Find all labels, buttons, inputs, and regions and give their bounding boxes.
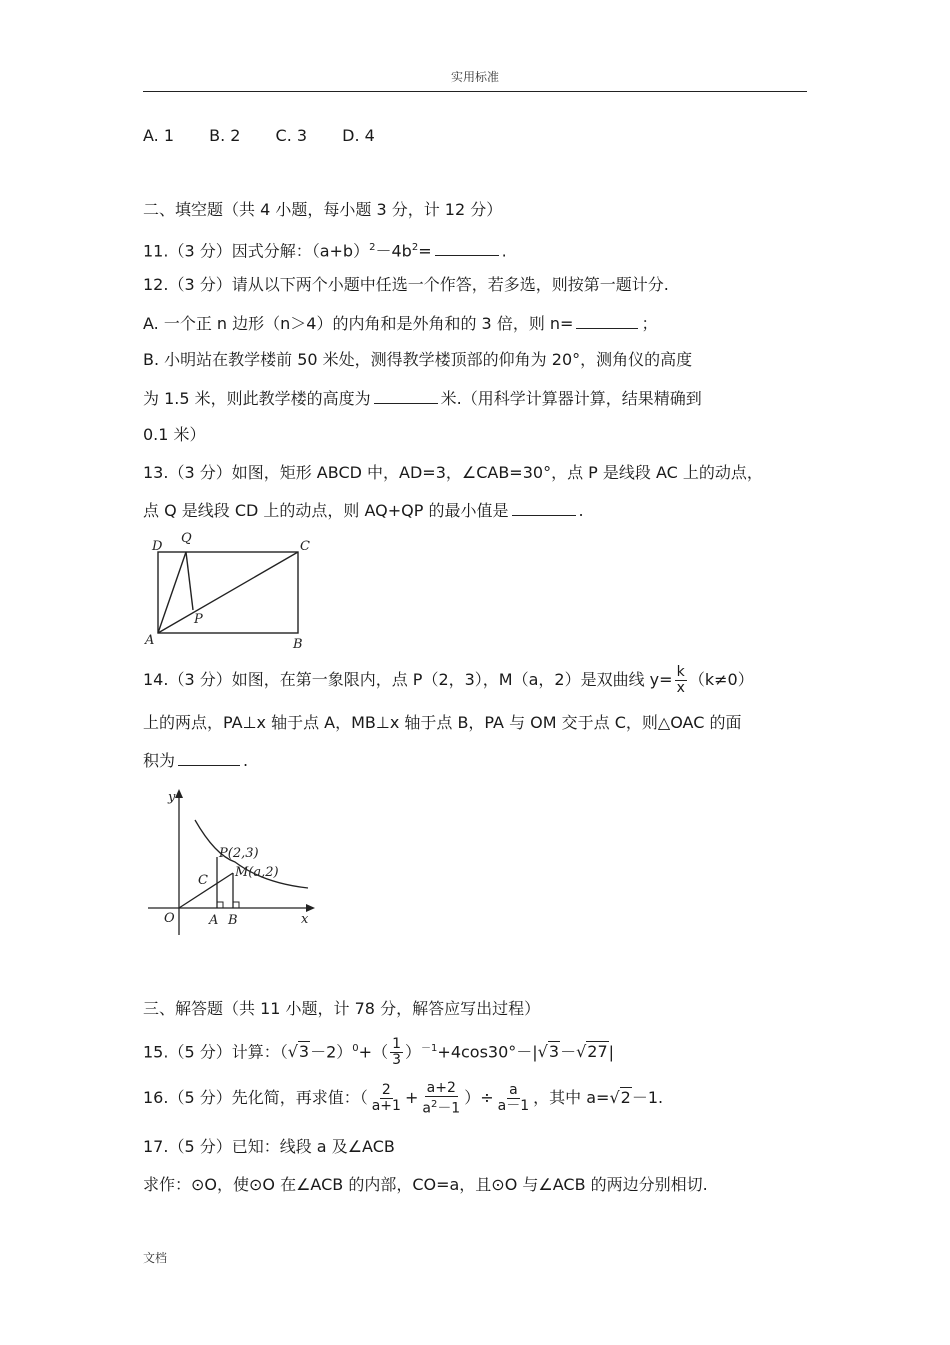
q16-f2-den bbox=[420, 1097, 462, 1117]
q13-answer-blank[interactable] bbox=[512, 499, 576, 516]
q15-rad-2: 3 bbox=[548, 1042, 560, 1062]
label-b: B bbox=[293, 637, 303, 652]
label-c: C bbox=[300, 539, 310, 554]
q12b-pre: 为 1.5 米，则此教学楼的高度为 bbox=[143, 389, 371, 408]
q11-mid: －4b bbox=[375, 241, 412, 261]
q14-post: （k≠0） bbox=[688, 670, 754, 689]
diagonal-ac bbox=[158, 552, 298, 633]
q15-exp0: 0 bbox=[352, 1043, 359, 1054]
hyperbola-figure bbox=[143, 785, 323, 940]
q11-prefix: 11.（3 分）因式分解：（a+b） bbox=[143, 241, 370, 261]
option-b: B. 2 bbox=[209, 126, 241, 145]
question-12b-line1: B. 小明站在教学楼前 50 米处，测得教学楼顶部的仰角为 20°，测角仪的高度 bbox=[143, 350, 693, 369]
q16-fraction-2 bbox=[420, 1081, 462, 1117]
label-p: P bbox=[194, 612, 203, 627]
question-13-line2 bbox=[143, 499, 584, 522]
question-12b-line3: 0.1 米） bbox=[143, 425, 206, 444]
q11-exponent: 2 bbox=[369, 242, 376, 253]
q12a-text: A. 一个正 n 边形（n＞4）的内角和是外角和的 3 倍，则 n= bbox=[143, 314, 574, 333]
q15-rad-3: 27 bbox=[587, 1042, 608, 1062]
q16-fraction-1 bbox=[370, 1083, 403, 1114]
label-m: M(a,2) bbox=[235, 865, 279, 880]
q15-pre: 15.（5 分）计算：（ bbox=[143, 1042, 288, 1062]
question-13-line1: 13.（3 分）如图，矩形 ABCD 中，AD=3，∠CAB=30°，点 P 是线段 AC 上的动点， bbox=[143, 463, 763, 482]
q15-end: | bbox=[608, 1042, 615, 1062]
q16-f2-num: a+2 bbox=[426, 1079, 456, 1096]
question-17-line1: 17.（5 分）已知：线段 a 及∠ACB bbox=[143, 1137, 395, 1156]
option-a: A. 1 bbox=[143, 126, 175, 145]
segment-qp bbox=[186, 552, 193, 610]
q13-end: . bbox=[578, 501, 584, 520]
q15-sqrt-2: √3 bbox=[537, 1042, 560, 1062]
q14-line3-pre: 积为 bbox=[143, 751, 176, 770]
answer-options bbox=[143, 125, 405, 147]
q16-end: －1. bbox=[631, 1088, 664, 1107]
label-y: y bbox=[168, 790, 176, 805]
question-17-line2: 求作：⊙O，使⊙O 在∠ACB 的内部，CO=a，且⊙O 与∠ACB 的两边分别相切. bbox=[143, 1175, 708, 1194]
question-12a bbox=[143, 312, 657, 335]
segment-aq bbox=[158, 552, 186, 633]
q15-minus: － bbox=[560, 1042, 577, 1062]
page-header: 实用标准 bbox=[450, 70, 499, 84]
q15-fraction bbox=[390, 1037, 403, 1068]
right-angle-b bbox=[233, 902, 239, 908]
rectangle-figure bbox=[143, 530, 323, 655]
label-c: C bbox=[198, 873, 208, 888]
q16-f2-den-tail: －1 bbox=[437, 1100, 461, 1117]
q16-post: ，其中 a= bbox=[533, 1088, 610, 1107]
label-x: x bbox=[301, 912, 309, 927]
q16-f3-den: a－1 bbox=[497, 1098, 530, 1114]
x-axis-arrow bbox=[306, 904, 315, 912]
q14-pre: 14.（3 分）如图，在第一象限内，点 P（2，3），M（a，2）是双曲线 y= bbox=[143, 670, 673, 689]
label-a: A bbox=[145, 633, 155, 648]
q15-plus: +（ bbox=[358, 1042, 389, 1062]
q16-rad: 2 bbox=[620, 1088, 631, 1107]
q12b-answer-blank[interactable] bbox=[374, 387, 438, 404]
q12a-end: ； bbox=[641, 314, 658, 333]
q11-exponent-2: 2 bbox=[411, 242, 419, 253]
question-12: 12.（3 分）请从以下两个小题中任选一个作答，若多选，则按第一题计分. bbox=[143, 275, 669, 294]
option-c: C. 3 bbox=[275, 126, 308, 145]
question-14-line3 bbox=[143, 749, 248, 772]
y-axis-arrow bbox=[175, 789, 183, 798]
section-2-title: 二、填空题（共 4 小题，每小题 3 分，计 12 分） bbox=[143, 200, 503, 219]
label-b: B bbox=[228, 913, 238, 928]
q16-mid: ）÷ bbox=[464, 1088, 494, 1107]
label-d: D bbox=[152, 539, 163, 554]
question-16 bbox=[143, 1080, 663, 1116]
q14-fraction bbox=[675, 665, 687, 696]
q16-pre: 16.（5 分）先化简，再求值：（ bbox=[143, 1088, 368, 1107]
q15-frac-num: 1 bbox=[392, 1036, 402, 1053]
q11-end: . bbox=[501, 241, 507, 261]
q15-sqrt-3: √27 bbox=[576, 1042, 608, 1062]
header-divider bbox=[143, 91, 807, 92]
q16-f3-num: a bbox=[509, 1082, 518, 1098]
q16-f2-den-exp: 2 bbox=[430, 1098, 438, 1110]
q16-f1-num: 2 bbox=[381, 1082, 391, 1098]
q12b-post: 米.（用科学计算器计算，结果精确到 bbox=[440, 389, 702, 408]
q16-sqrt: √2 bbox=[609, 1088, 631, 1107]
q16-fraction-3 bbox=[496, 1083, 532, 1114]
q15-close: ） bbox=[405, 1042, 422, 1062]
section-3-title: 三、解答题（共 11 小题，计 78 分，解答应写出过程） bbox=[143, 999, 541, 1018]
page-footer: 文档 bbox=[143, 1251, 168, 1265]
q11-answer-blank[interactable] bbox=[435, 239, 499, 256]
label-a: A bbox=[209, 913, 219, 928]
q16-f2-den-base: a bbox=[422, 1100, 431, 1117]
right-angle-a bbox=[217, 902, 223, 908]
label-p: P(2,3) bbox=[219, 846, 259, 861]
q14-end: . bbox=[243, 751, 249, 770]
q14-answer-blank[interactable] bbox=[178, 749, 240, 766]
q12a-answer-blank[interactable] bbox=[576, 312, 638, 329]
question-14-line2: 上的两点，PA⊥x 轴于点 A，MB⊥x 轴于点 B，PA 与 OM 交于点 C，则△OAC 的面 bbox=[143, 713, 742, 732]
q15-mid1: －2） bbox=[310, 1042, 353, 1062]
q14-frac-den: x bbox=[676, 680, 685, 696]
q16-plus: + bbox=[404, 1088, 419, 1107]
option-d: D. 4 bbox=[342, 126, 375, 145]
q13-pre: 点 Q 是线段 CD 上的动点，则 AQ+QP 的最小值是 bbox=[143, 501, 509, 520]
question-14-line1 bbox=[143, 665, 754, 696]
q15-exp-neg: －1 bbox=[421, 1043, 438, 1054]
label-q: Q bbox=[181, 531, 192, 546]
q14-frac-num: k bbox=[676, 664, 685, 680]
q15-rad-1: 3 bbox=[298, 1042, 310, 1062]
q11-equals: = bbox=[418, 241, 432, 261]
q15-mid2: +4cos30°－| bbox=[437, 1042, 538, 1062]
question-15 bbox=[143, 1034, 614, 1068]
q15-sqrt-1: √3 bbox=[287, 1042, 310, 1062]
question-11 bbox=[143, 237, 507, 262]
q15-frac-den: 3 bbox=[392, 1052, 402, 1069]
question-12b-line2 bbox=[143, 387, 702, 410]
q16-f1-den: a+1 bbox=[371, 1098, 401, 1114]
label-o: O bbox=[164, 911, 175, 926]
